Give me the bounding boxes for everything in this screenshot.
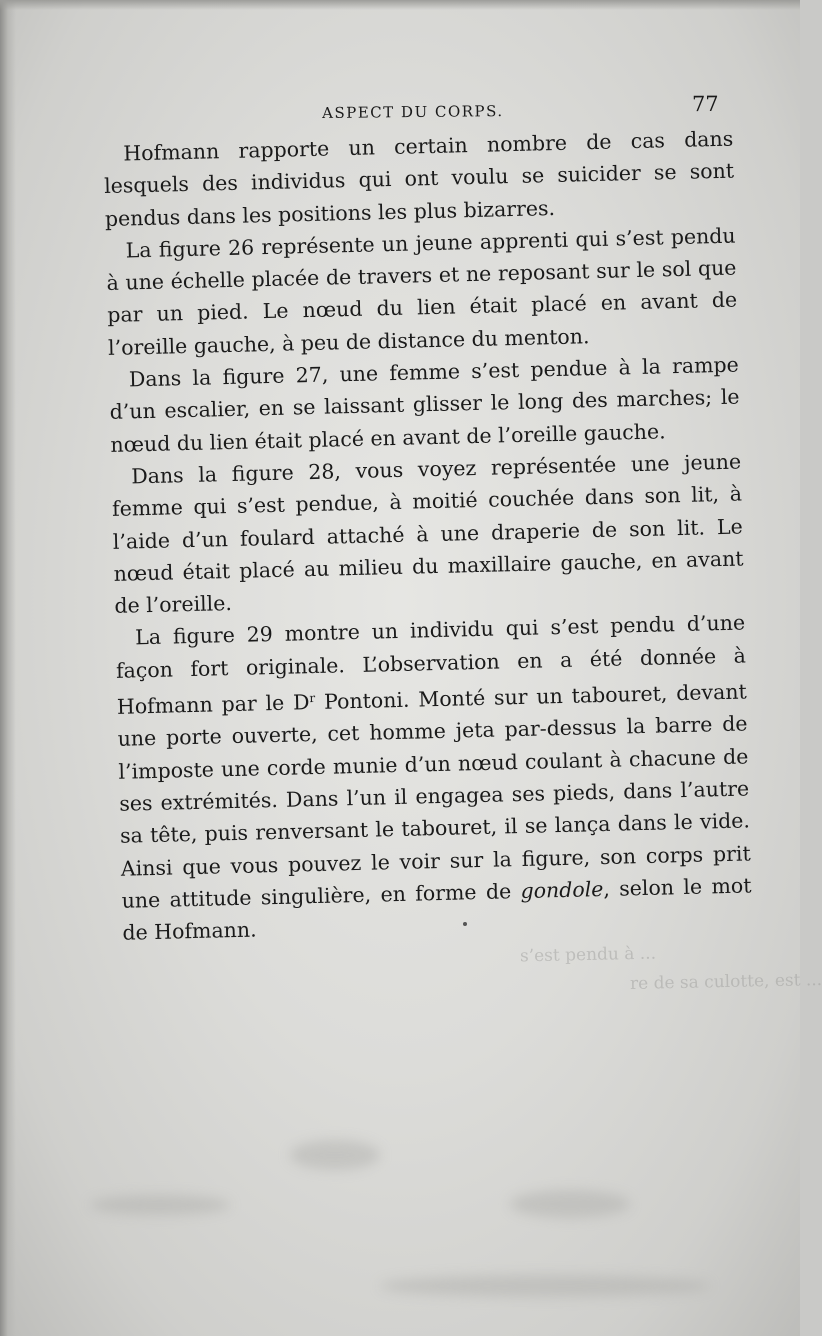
paper-smudge [380, 1275, 710, 1297]
page-binding-shadow [0, 0, 16, 1336]
paragraph-4: Dans la figure 28, vous voyez représentée une jeune femme qui s’est pendue, à moitié couchée dans son lit, à l’aide d’un foulard attaché à une draperie de son lit. Le nœud était placé au milieu du maxillaire gauche, en avant de l’oreille. [111, 449, 744, 619]
paragraph-5 [115, 607, 753, 949]
paragraph-1: Hofmann rapporte un certain nombre de cas dans lesquels des individus qui ont voulu se suicider se sont pendus dans les positions les plus bizarres. [103, 126, 735, 231]
italic-word-gondole: gondole [520, 876, 604, 903]
page-top-shadow [0, 0, 800, 10]
body-text [103, 123, 753, 950]
paragraph-5-part-2: Pontoni. Monté sur un tabouret, devant une porte ouverte, cet homme jeta par-dessus la barre de l’imposte une corde munie d’un nœud coulant à chacune de ses extrémités. Dans l’un il engagea ses pieds, dans l’autre sa tête, puis renversant le tabouret, il se lança dans le vide. Ainsi que vous pouvez le voir sur la figure, son corps prit une attitude singulière, en forme de [117, 679, 751, 913]
paper-smudge [290, 1140, 380, 1170]
running-head: ASPECT DU CORPS. [322, 102, 504, 122]
paper-smudge [90, 1195, 230, 1215]
show-through-line-2: re de sa culotte, est ... [629, 969, 822, 995]
page-number: 77 [691, 91, 719, 117]
doctor-abbrev-superscript: r [309, 691, 316, 706]
paragraph-5-part-3: , selon le mot de Hofmann. [122, 873, 752, 945]
paragraph-3: Dans la figure 27, une femme s’est pendue à la rampe d’un escalier, en se laissant glisser le long des marches; le nœud du lien était placé en avant de l’oreille gauche. [109, 352, 740, 457]
paragraph-5-part-1: La figure 29 montre un individu qui s’est pendu d’une façon fort originale. L’observation en a été donnée à Hofmann par le D [115, 610, 747, 719]
show-through-line-1: s’est pendu à ... [519, 943, 657, 967]
paragraph-2: La figure 26 représente un jeune apprenti qui s’est pendu à une échelle placée de travers et ne reposant sur le sol que par un pied. Le nœud du lien était placé en avant de l’oreille gauche, à peu de distance du menton. [106, 223, 738, 360]
ink-speck [463, 922, 467, 926]
paper-smudge [510, 1190, 630, 1218]
